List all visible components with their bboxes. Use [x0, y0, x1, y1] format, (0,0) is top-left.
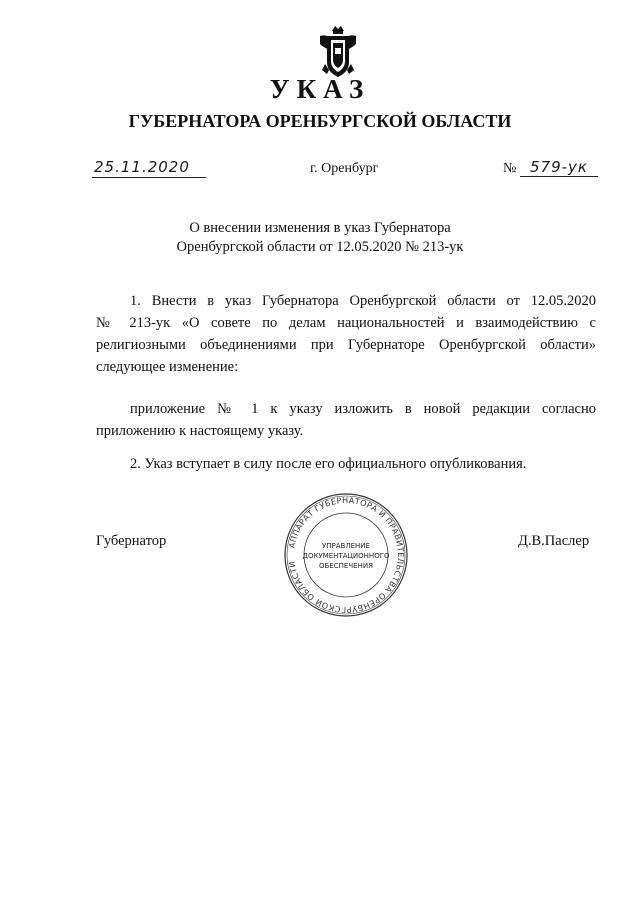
document-date: 25.11.2020: [92, 158, 206, 178]
signature-position: Губернатор: [96, 533, 167, 549]
body-paragraph-1: [96, 290, 596, 378]
body-line: религиозными объединениями при Губернаторе Оренбургской области»: [96, 337, 596, 353]
seal-ring-text: АППАРАТ ГУБЕРНАТОРА И ПРАВИТЕЛЬСТВА ОРЕНБУРГСКОЙ ОБЛАСТИ: [287, 495, 406, 615]
seal-center-text: УПРАВЛЕНИЕ: [322, 542, 370, 550]
official-seal: [283, 492, 409, 618]
subject-line: Оренбургской области от 12.05.2020 № 213-ук: [176, 239, 464, 255]
body-line: 2. Указ вступает в силу после его официального опубликования.: [130, 456, 527, 472]
body-line: следующее изменение:: [96, 359, 239, 375]
document-city: г. Оренбург: [310, 161, 379, 176]
subject-line: О внесении изменения в указ Губернатора: [189, 220, 451, 236]
document-title: УКАЗ: [269, 74, 371, 104]
document-subtitle: ГУБЕРНАТОРА ОРЕНБУРГСКОЙ ОБЛАСТИ: [128, 111, 512, 131]
body-line: № 213-ук «О совете по делам национальностей и взаимодействию с: [96, 315, 596, 331]
document-number: 579-ук: [520, 158, 598, 177]
signature-name: Д.В.Паслер: [518, 533, 590, 549]
body-paragraph-2: [96, 398, 596, 442]
seal-center-text: ДОКУМЕНТАЦИОННОГО: [302, 552, 390, 560]
document-number-sign: №: [503, 161, 517, 176]
body-paragraph-3: [96, 453, 596, 475]
body-line: 1. Внести в указ Губернатора Оренбургской области от 12.05.2020: [130, 293, 596, 309]
body-line: приложение № 1 к указу изложить в новой редакции согласно: [130, 401, 596, 417]
coat-of-arms-icon: [316, 24, 360, 80]
document-subject: [0, 219, 640, 257]
body-line: приложению к настоящему указу.: [96, 423, 304, 439]
seal-center-text: ОБЕСПЕЧЕНИЯ: [319, 562, 373, 570]
